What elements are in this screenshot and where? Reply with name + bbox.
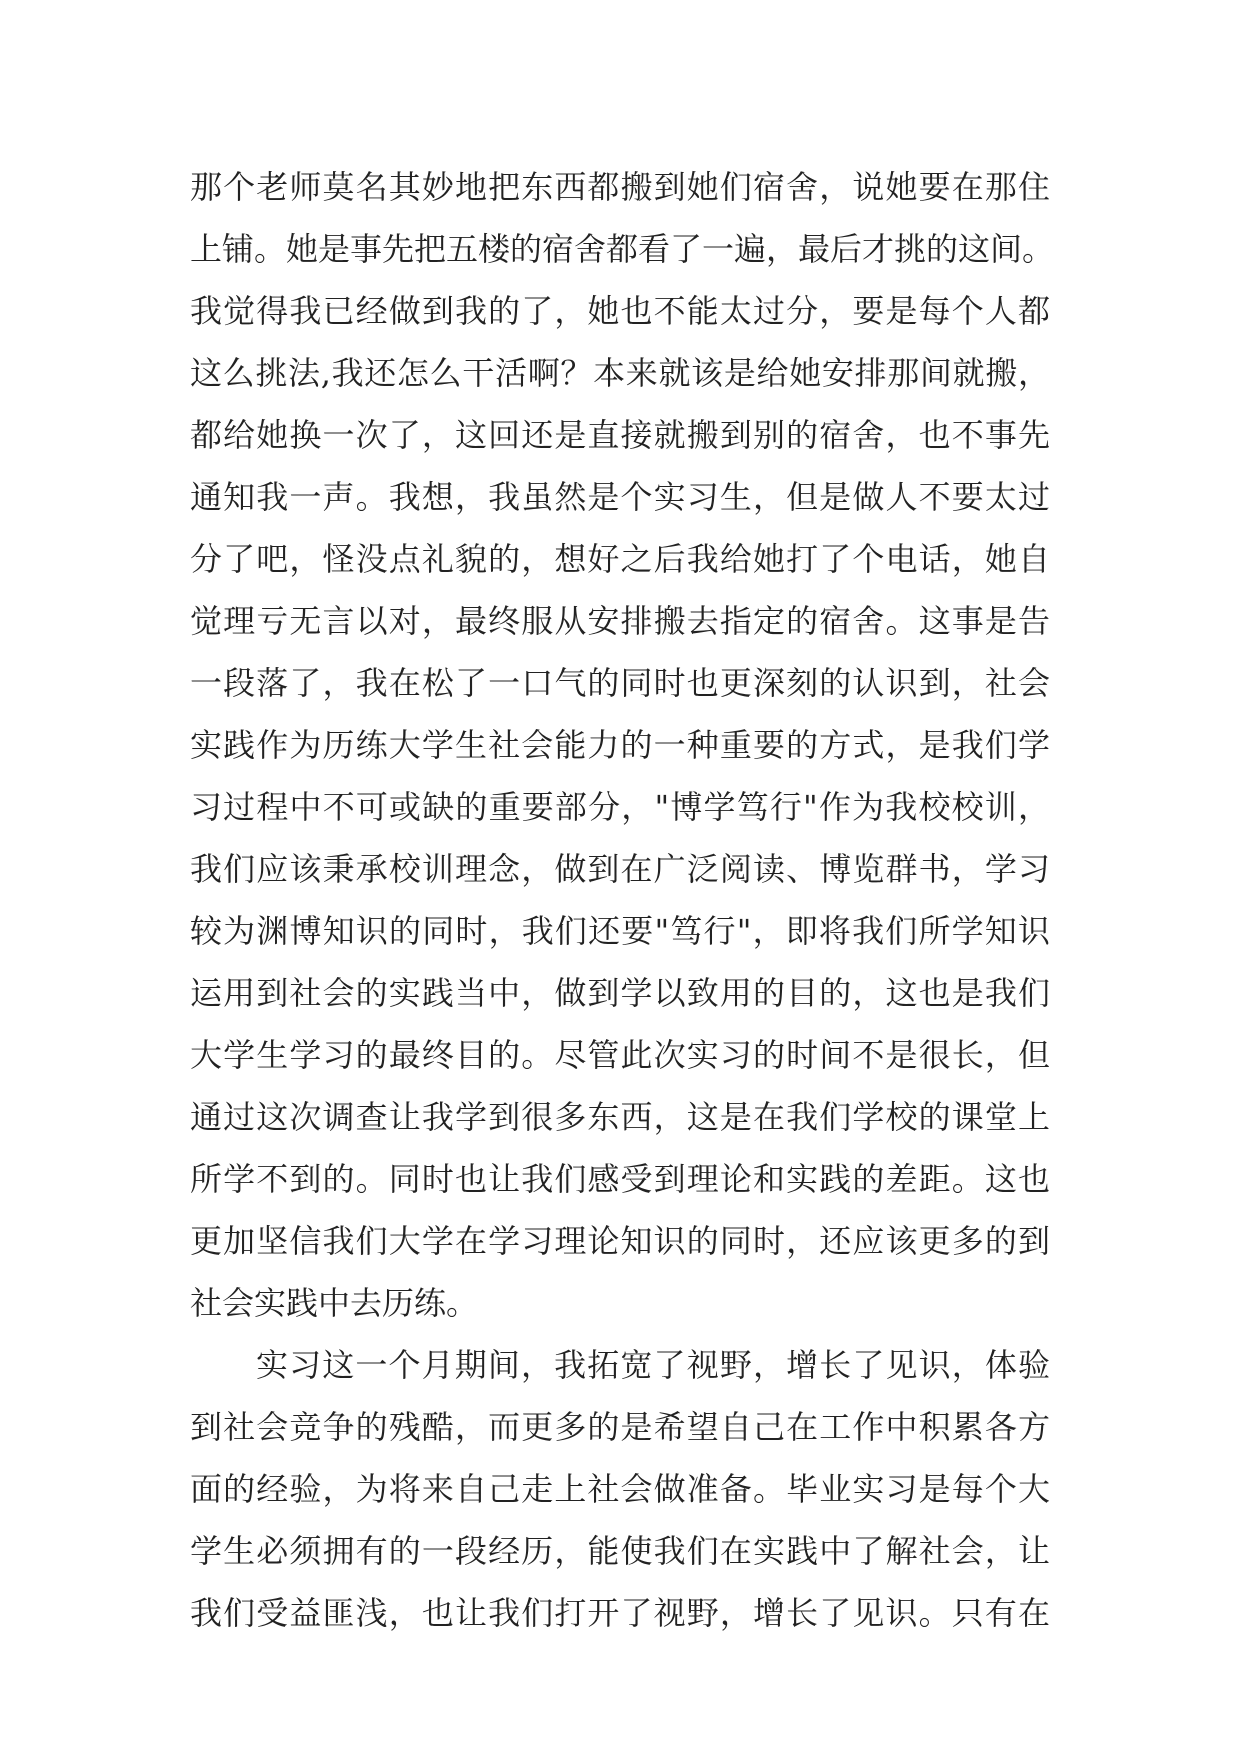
text-line: 我觉得我已经做到我的了，她也不能太过分，要是每个人都 bbox=[190, 292, 1050, 330]
text-line: 运用到社会的实践当中，做到学以致用的目的，这也是我们 bbox=[190, 974, 1050, 1012]
text-line: 面的经验，为将来自己走上社会做准备。毕业实习是每个大 bbox=[190, 1470, 1050, 1508]
text-line: 都给她换一次了，这回还是直接就搬到别的宿舍，也不事先 bbox=[190, 416, 1050, 454]
text-line: 学生必须拥有的一段经历，能使我们在实践中了解社会，让 bbox=[190, 1532, 1050, 1570]
text-line: 习过程中不可或缺的重要部分，"博学笃行"作为我校校训， bbox=[190, 788, 1050, 826]
text-line: 那个老师莫名其妙地把东西都搬到她们宿舍，说她要在那住 bbox=[190, 168, 1050, 206]
text-line: 通过这次调查让我学到很多东西，这是在我们学校的课堂上 bbox=[190, 1098, 1050, 1136]
text-line: 上铺。她是事先把五楼的宿舍都看了一遍，最后才挑的这间。 bbox=[190, 230, 1055, 268]
text-line: 我们应该秉承校训理念，做到在广泛阅读、博览群书，学习 bbox=[190, 850, 1050, 888]
text-line: 大学生学习的最终目的。尽管此次实习的时间不是很长，但 bbox=[190, 1036, 1050, 1074]
text-line: 实践作为历练大学生社会能力的一种重要的方式，是我们学 bbox=[190, 726, 1050, 764]
text-line: 通知我一声。我想，我虽然是个实习生，但是做人不要太过 bbox=[190, 478, 1050, 516]
text-line: 我们受益匪浅，也让我们打开了视野，增长了见识。只有在 bbox=[190, 1594, 1050, 1632]
text-line: 一段落了，我在松了一口气的同时也更深刻的认识到，社会 bbox=[190, 664, 1050, 702]
text-line: 这么挑法,我还怎么干活啊？本来就该是给她安排那间就搬， bbox=[190, 354, 1050, 392]
text-line: 分了吧，怪没点礼貌的，想好之后我给她打了个电话，她自 bbox=[190, 540, 1050, 578]
body-text bbox=[190, 156, 1055, 1644]
text-line: 较为渊博知识的同时，我们还要"笃行"，即将我们所学知识 bbox=[190, 912, 1050, 950]
text-line: 所学不到的。同时也让我们感受到理论和实践的差距。这也 bbox=[190, 1160, 1050, 1198]
paragraph-end-line: 社会实践中去历练。 bbox=[190, 1284, 479, 1322]
text-line: 到社会竞争的残酷，而更多的是希望自己在工作中积累各方 bbox=[190, 1408, 1050, 1446]
text-line: 更加坚信我们大学在学习理论知识的同时，还应该更多的到 bbox=[190, 1222, 1050, 1260]
text-line: 觉理亏无言以对，最终服从安排搬去指定的宿舍。这事是告 bbox=[190, 602, 1050, 640]
paragraph-start-line: 实习这一个月期间，我拓宽了视野，增长了见识，体验 bbox=[256, 1346, 1050, 1384]
